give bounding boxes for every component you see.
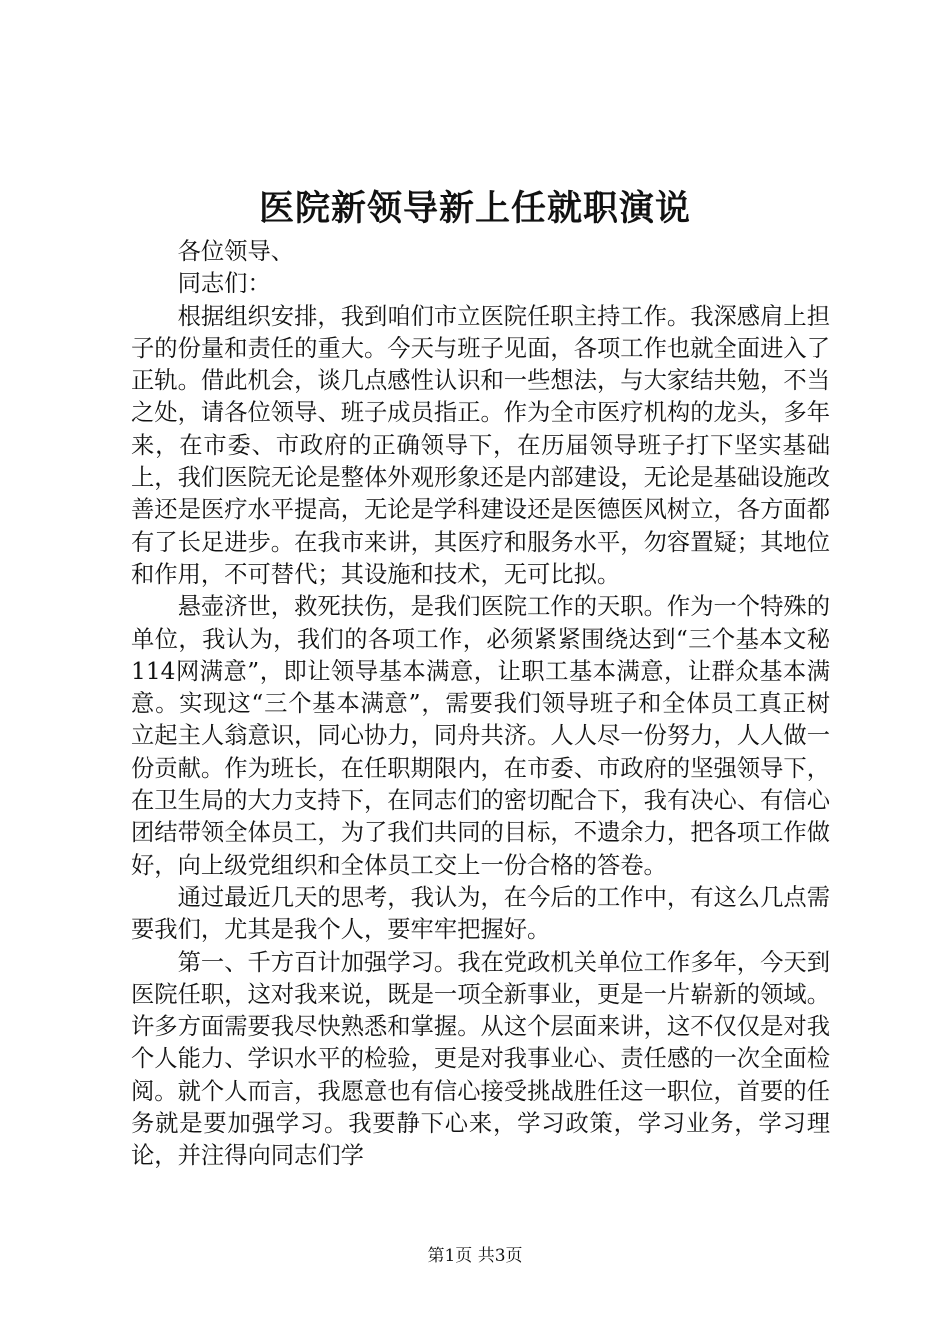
document-body [131,236,830,1173]
body-paragraph: 悬壶济世，救死扶伤，是我们医院工作的天职。作为一个特殊的单位，我认为，我们的各项工作，必须紧紧围绕达到“三个基本文秘114网满意”，即让领导基本满意，让职工基本满意，让群众基本满意。实现这“三个基本满意”，需要我们领导班子和全体员工真正树立起主人翁意识，同心协力，同舟共济。人人尽一份努力，人人做一份贡献。作为班长，在任职期限内，在市委、市政府的坚强领导下，在卫生局的大力支持下，在同志们的密切配合下，我有决心、有信心团结带领全体员工，为了我们共同的目标，不遗余力，把各项工作做好，向上级党组织和全体员工交上一份合格的答卷。 [131,593,830,879]
body-paragraph: 根据组织安排，我到咱们市立医院任职主持工作。我深感肩上担子的份量和责任的重大。今天与班子见面，各项工作也就全面进入了正轨。借此机会，谈几点感性认识和一些想法，与大家结共勉，不当之处，请各位领导、班子成员指正。作为全市医疗机构的龙头，多年来，在市委、市政府的正确领导下，在历届领导班子打下坚实基础上，我们医院无论是整体外观形象还是内部建设，无论是基础设施改善还是医疗水平提高，无论是学科建设还是医德医风树立，各方面都有了长足进步。在我市来讲，其医疗和服务水平，勿容置疑；其地位和作用，不可替代；其设施和技术，无可比拟。 [131,302,830,588]
body-paragraph: 第一、千方百计加强学习。我在党政机关单位工作多年，今天到医院任职，这对我来说，既是一项全新事业，更是一片崭新的领域。许多方面需要我尽快熟悉和掌握。从这个层面来讲，这不仅仅是对我个人能力、学识水平的检验，更是对我事业心、责任感的一次全面检阅。就个人而言，我愿意也有信心接受挑战胜任这一职位，首要的任务就是要加强学习。我要静下心来，学习政策，学习业务，学习理论，并注得向同志们学 [131,948,830,1170]
document-title: 医院新领导新上任就职演说 [258,188,691,229]
salutation-line: 同志们： [177,270,271,298]
salutation-line: 各位领导、 [177,238,295,265]
body-paragraph: 通过最近几天的思考，我认为，在今后的工作中，有这么几点需要我们，尤其是我个人，要牢牢把握好。 [131,883,830,944]
page-footer: 第1页 共3页 [427,1246,523,1266]
